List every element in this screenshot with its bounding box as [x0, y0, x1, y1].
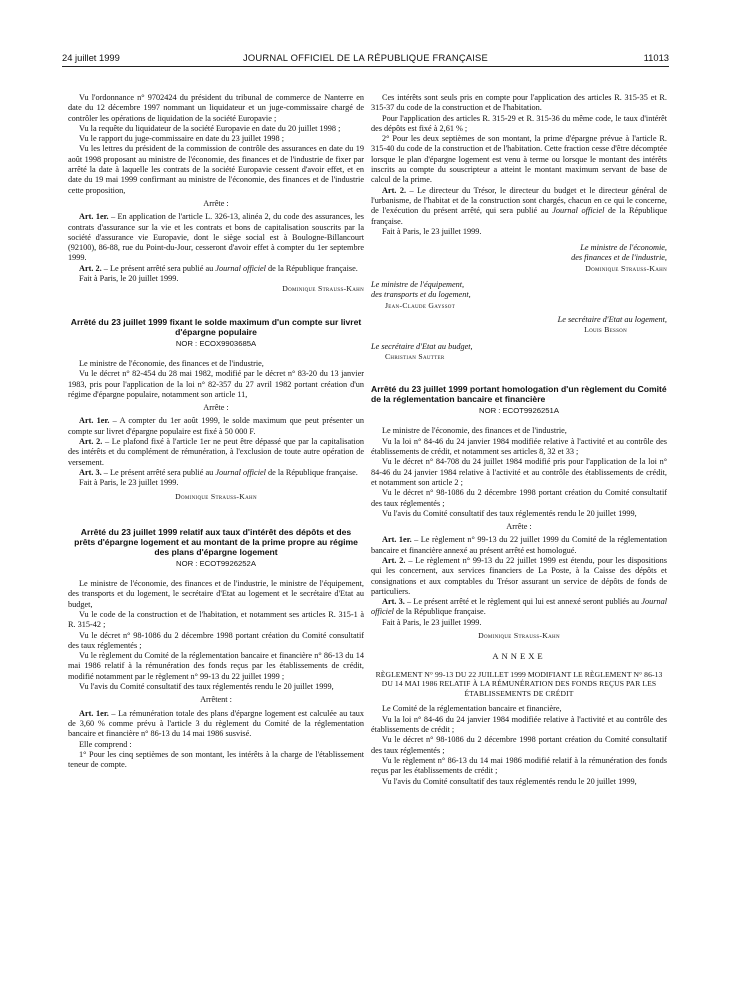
article: Art. 3. – Le présent arrêté et le règlement qui lui est annexé seront publiés au Journal officiel de la République française.	[371, 597, 667, 617]
fait-a-paris: Fait à Paris, le 23 juillet 1999.	[79, 478, 179, 488]
signer-title: des finances et de l'industrie,	[571, 253, 667, 263]
header-rule	[62, 66, 669, 67]
vu-paragraph: Le ministre de l'économie, des finances et de l'industrie, le ministre de l'équipement, des transports et du logement, le secrétaire d'Etat au logement et le secrétaire d'Etat au budget,	[68, 579, 364, 609]
signature: Dominique Strauss-Kahn	[282, 284, 364, 294]
article: Art. 3. – Le présent arrêté sera publié au Journal officiel de la République française.	[79, 467, 358, 477]
paragraph: Pour l'application des articles R. 315-29 et R. 315-36 du même code, le taux d'intérêt des dépôts est fixé à 2,61 % ;	[371, 113, 667, 133]
nor-code: NOR : ECOT9926251A	[479, 406, 559, 416]
signature: Dominique Strauss-Kahn	[478, 631, 560, 641]
article: Art. 1er. – La rémunération totale des plans d'épargne logement est calculée au taux de 3,60 % comme prévu à l'article 3 du règlement du Comité de la réglementation bancaire et financière n° 86-13 du 14 mai 1986 susvisé.	[68, 708, 364, 739]
right-column	[371, 93, 667, 787]
vu-paragraph: Vu le code de la construction et de l'habitation, et notamment ses articles R. 315-1 à R. 315-42 ;	[68, 609, 364, 630]
signer-name: Louis Besson	[584, 325, 627, 335]
vu-paragraph: Vu la requête du liquidateur de la société Europavie en date du 20 juillet 1998 ;	[79, 123, 341, 133]
signer-title: Le secrétaire d'Etat au logement,	[557, 314, 667, 324]
vu-paragraph: Vu la loi n° 84-46 du 24 janvier 1984 modifiée relative à l'activité et au contrôle des établissements de crédit ;	[371, 714, 667, 735]
left-column	[68, 93, 364, 770]
signature-block	[371, 280, 667, 311]
journal-title: JOURNAL OFFICIEL DE LA RÉPUBLIQUE FRANÇAISE	[243, 52, 488, 63]
arrete-label: Arrête :	[203, 403, 229, 413]
article: Art. 2. – Le plafond fixé à l'article 1er ne peut être dépassé que par la capitalisation des intérêts et du complément de rémunération, à l'exclusion de toute autre opération de versement.	[68, 437, 364, 467]
vu-paragraph: Vu le décret n° 98-1086 du 2 décembre 1998 portant création du Comité consultatif des taux réglementés ;	[68, 630, 364, 650]
vu-paragraph: Le ministre de l'économie, des finances et de l'industrie,	[382, 426, 567, 436]
vu-paragraph: Vu le règlement du Comité de la réglementation bancaire et financière n° 86-13 du 14 mai 1986 relatif à la rémunération des fonds reçus par les établissements de crédit, modifié notamment par le règlement n° 99-13 du 22 juillet 1999 ;	[68, 651, 364, 681]
arrete-label: Arrêtent :	[200, 695, 232, 705]
vu-paragraph: Le Comité de la réglementation bancaire et financière,	[382, 704, 562, 714]
decree-title: Arrêté du 23 juillet 1999 relatif aux taux d'intérêt des dépôts et des prêts d'épargne logement et au montant de la prime propre au régime des plans d'épargne logement	[74, 526, 358, 557]
vu-paragraph: Vu le décret n° 98-1086 du 2 décembre 1998 portant création du Comité consultatif des taux réglementés ;	[371, 735, 667, 755]
annexe-heading: ANNEXE	[492, 651, 546, 662]
article: Art. 1er. – Le règlement n° 99-13 du 22 juillet 1999 du Comité de la réglementation bancaire et financière annexé au présent arrêté est homologué.	[371, 535, 667, 555]
vu-paragraph: Vu l'ordonnance n° 9702424 du président du tribunal de commerce de Nanterre en date du 12 décembre 1997 nommant un liquidateur et un juge-commissaire chargé de contrôler les opérations de liquidation de la société Europavie ;	[68, 93, 364, 123]
signature-block	[371, 342, 667, 363]
paragraph: Ces intérêts sont seuls pris en compte pour l'application des articles R. 315-35 et R. 315-37 du code de la construction et de l'habitation.	[371, 93, 667, 113]
signature-block	[371, 243, 667, 274]
vu-paragraph: Vu le décret n° 98-1086 du 2 décembre 1998 portant création du Comité consultatif des taux réglementés ;	[371, 488, 667, 508]
decree-title: Arrêté du 23 juillet 1999 fixant le solde maximum d'un compte sur livret d'épargne populaire	[70, 316, 362, 337]
signature-block	[371, 315, 667, 336]
arrete-label: Arrête :	[506, 522, 532, 532]
paragraph: 2° Pour les deux septièmes de son montant, la prime d'épargne prévue à l'article R. 315-40 du code de la construction et de l'habitation. Cette fraction cesse d'être décomptée lorsque le plan d'épargne logement est venu à terme ou lorsque le montant des intérêts inscrits au compte du souscripteur a atteint le montant maximum servant de base de calcul de la prime.	[371, 134, 667, 185]
signer-title: Le secrétaire d'Etat au budget,	[371, 341, 473, 351]
article: Art. 1er. – A compter du 1er août 1999, le solde maximum que peut présenter un compte sur livret d'épargne populaire est fixé à 50 000 F.	[68, 416, 364, 436]
article: Art. 2. – Le règlement n° 99-13 du 22 juillet 1999 est étendu, pour les dispositions qui les concernent, aux services financiers de La Poste, à la Caisse des dépôts et consignations et aux comptables du Trésor assurant un service de dépôts de fonds de particuliers.	[371, 555, 667, 596]
vu-paragraph: Vu l'avis du Comité consultatif des taux réglementés rendu le 20 juillet 1999,	[79, 682, 334, 692]
vu-paragraph: Vu la loi n° 84-46 du 24 janvier 1984 modifiée relative à l'activité et au contrôle des établissements de crédit, et notamment ses articles 8, 32 et 33 ;	[371, 436, 667, 457]
vu-paragraph: Le ministre de l'économie, des finances et de l'industrie,	[79, 358, 264, 368]
regulation-title: RÈGLEMENT N° 99-13 DU 22 JUILLET 1999 MODIFIANT LE RÈGLEMENT N° 86-13 DU 14 MAI 1986 RELATIF À LA RÉMUNÉRATION DES FONDS REÇUS PAR LES ÉTABLISSEMENTS DE CRÉDIT	[375, 669, 663, 698]
decree-title: Arrêté du 23 juillet 1999 portant homologation d'un règlement du Comité de la réglementation bancaire et financière	[371, 384, 667, 405]
vu-paragraph: Vu les lettres du président de la commission de contrôle des assurances en date du 19 août 1998 proposant au ministre de l'économie, des finances et de l'industrie de fixer par arrêté la date à laquelle les contrats de la société Europavie cessent d'avoir effet, et en date du 19 mai 1999 confirmant au ministre de l'économie, des finances et de l'industrie cette proposition,	[68, 144, 364, 195]
signature: Dominique Strauss-Kahn	[175, 491, 257, 501]
vu-paragraph: Vu le rapport du juge-commissaire en date du 23 juillet 1998 ;	[79, 134, 285, 144]
signer-name: Christian Sautter	[385, 351, 445, 361]
article: Art. 1er. – En application de l'article L. 326-13, alinéa 2, du code des assurances, les contrats d'assurance sur la vie et les contrats et bons de capitalisation souscrits par la société d'assurance vie Europavie, dont le siège social est à Boulogne-Billancourt (92100), 86-88, rue du Point-du-Jour, cesseront d'avoir effet à compter du 1er septembre 1999.	[68, 212, 364, 263]
signer-title: Le ministre de l'économie,	[580, 243, 667, 253]
fait-a-paris: Fait à Paris, le 20 juillet 1999.	[79, 274, 179, 284]
signer-title: des transports et du logement,	[371, 290, 471, 300]
fait-a-paris: Fait à Paris, le 23 juillet 1999.	[382, 617, 482, 627]
signer-name: Dominique Strauss-Kahn	[585, 263, 667, 273]
article: Art. 2. – Le directeur du Trésor, le directeur du budget et le directeur général de l'urbanisme, de l'habitat et de la construction sont chargés, chacun en ce qui le concerne, de l'exécution du présent arrêté, qui sera publié au Journal officiel de la République française.	[371, 185, 667, 226]
article: Art. 2. – Le présent arrêté sera publié au Journal officiel de la République française.	[79, 263, 358, 273]
vu-paragraph: Vu le décret n° 82-454 du 28 mai 1982, modifié par le décret n° 83-20 du 13 janvier 1983, pris pour l'application de la loi n° 82-357 du 27 avril 1982 portant création d'un régime d'épargne populaire, notamment son article 11,	[68, 369, 364, 399]
signer-name: Jean-Claude Gayssot	[385, 300, 456, 310]
vu-paragraph: Vu le règlement n° 86-13 du 14 mai 1986 modifié relatif à la rémunération des fonds reçus par les établissements de crédit ;	[371, 755, 667, 776]
header-date: 24 juillet 1999	[62, 52, 120, 63]
vu-paragraph: Vu l'avis du Comité consultatif des taux réglementés rendu le 20 juillet 1999,	[382, 776, 637, 786]
arrete-label: Arrête :	[203, 198, 229, 208]
nor-code: NOR : ECOT9926252A	[176, 558, 256, 568]
list-item: 1° Pour les cinq septièmes de son montant, les intérêts à la charge de l'établissement teneur de compte.	[68, 749, 364, 770]
page-header	[62, 52, 669, 66]
page-number: 11013	[643, 52, 669, 63]
vu-paragraph: Vu le décret n° 84-708 du 24 juillet 1984 modifié pris pour l'application de la loi n° 84-46 du 24 janvier 1984 relative à l'activité et au contrôle des établissements de crédit, et notamment son article 2 ;	[371, 457, 667, 487]
list-intro: Elle comprend :	[79, 739, 132, 749]
signer-title: Le ministre de l'équipement,	[371, 280, 465, 290]
nor-code: NOR : ECOX9903685A	[175, 338, 257, 348]
vu-paragraph: Vu l'avis du Comité consultatif des taux réglementés rendu le 20 juillet 1999,	[382, 508, 637, 518]
fait-a-paris: Fait à Paris, le 23 juillet 1999.	[382, 226, 482, 236]
